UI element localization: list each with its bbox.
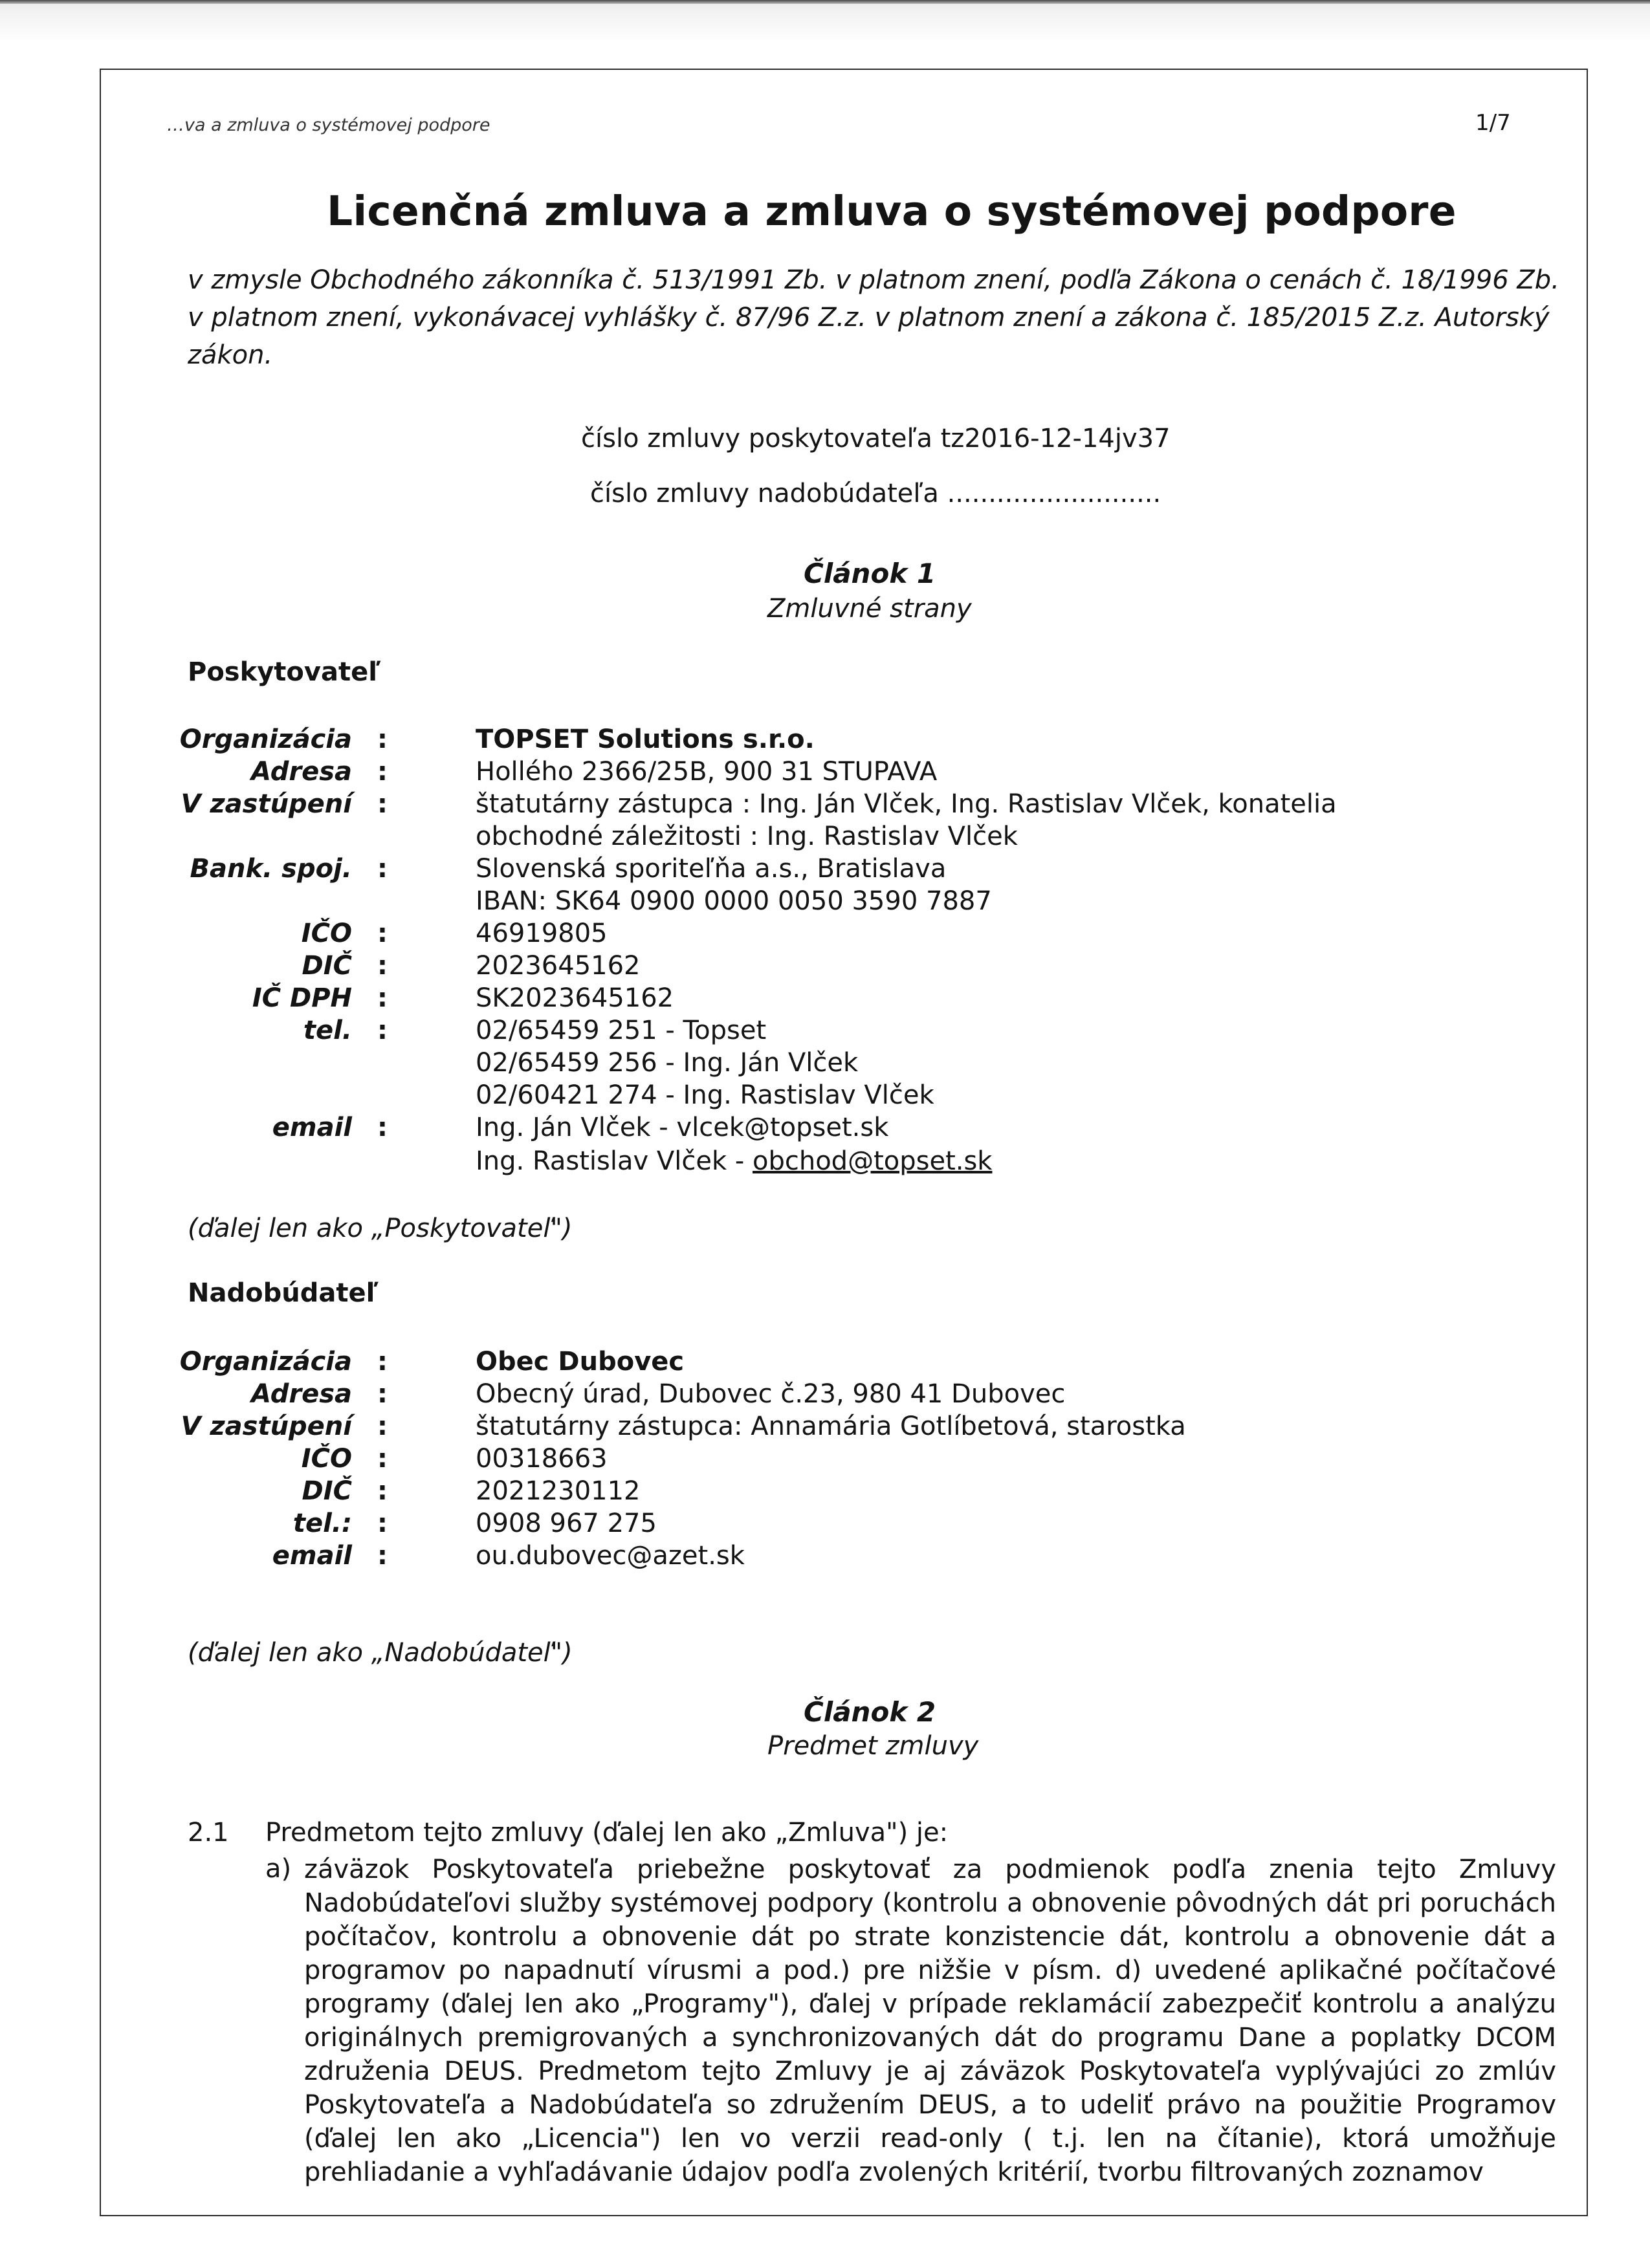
- acquirer-field-colon: :: [377, 1509, 388, 1538]
- article-2-name: Predmet zmluvy: [767, 1731, 979, 1761]
- provider-field-colon: :: [377, 951, 388, 981]
- provider-field-colon: :: [377, 725, 388, 754]
- provider-field-label: Organizácia: [179, 725, 352, 754]
- provider-field-label: IČ DPH: [252, 983, 352, 1013]
- provider-email-link[interactable]: obchod@topset.sk: [753, 1146, 993, 1176]
- provider-field-colon: :: [377, 1016, 388, 1045]
- acquirer-field-value: 2021230112: [476, 1476, 641, 1506]
- provider-field-colon: :: [377, 1113, 388, 1142]
- preamble: v zmysle Obchodného zákonníka č. 513/1991 Zb. v platnom znení, podľa Zákona o cenách č. 18/1996 Zb. v platnom znení, vykonávacej vyhlášky č. 87/96 Z.z. v platnom znení a zákona č. 185/2015 Z.z. Autorský zákon.: [188, 265, 1559, 370]
- acquirer-field-label: DIČ: [302, 1476, 352, 1506]
- provider-field-colon: :: [377, 983, 388, 1013]
- provider-field-value: 02/60421 274 - Ing. Rastislav Vlček: [476, 1080, 934, 1110]
- section-number: 2.1: [188, 1818, 229, 1848]
- provider-field-label: tel.: [303, 1016, 352, 1045]
- acquirer-field-label: tel.:: [292, 1509, 352, 1538]
- provider-field-value: Ing. Ján Vlček - vlcek@topset.sk: [476, 1113, 889, 1142]
- provider-field-value: 46919805: [476, 919, 608, 948]
- item-a-marker: a): [265, 1854, 292, 1884]
- provider-field-colon: :: [377, 789, 388, 819]
- provider-field-value: 2023645162: [476, 951, 641, 981]
- provider-field-value: 02/65459 251 - Topset: [476, 1016, 767, 1045]
- acquirer-field-value: Obecný úrad, Dubovec č.23, 980 41 Dubovec: [476, 1379, 1066, 1409]
- acquirer-field-colon: :: [377, 1347, 388, 1377]
- provider-field-value: obchodné záležitosti : Ing. Rastislav Vlček: [476, 822, 1018, 851]
- acquirer-contract-number: číslo zmluvy nadobúdateľa ..........................: [590, 479, 1161, 508]
- acquirer-field-label: email: [272, 1541, 352, 1571]
- acquirer-field-value: ou.dubovec@azet.sk: [476, 1541, 745, 1571]
- acquirer-field-colon: :: [377, 1541, 388, 1571]
- section-intro: Predmetom tejto zmluvy (ďalej len ako „Zmluva") je:: [265, 1818, 949, 1848]
- acquirer-field-colon: :: [377, 1444, 388, 1474]
- provider-field-value: Slovenská sporiteľňa a.s., Bratislava: [476, 854, 947, 884]
- provider-field-label: Adresa: [250, 757, 352, 787]
- acquirer-field-label: Organizácia: [179, 1347, 352, 1377]
- acquirer-field-label: IČO: [301, 1444, 352, 1474]
- article-1-name: Zmluvné strany: [767, 594, 972, 624]
- provider-field-label: Bank. spoj.: [190, 854, 352, 884]
- provider-field-value: IBAN: SK64 0900 0000 0050 3590 7887: [476, 886, 992, 916]
- provider-field-label: email: [272, 1113, 352, 1142]
- acquirer-field-colon: :: [377, 1476, 388, 1506]
- provider-field-label: DIČ: [302, 951, 352, 981]
- provider-field-value: štatutárny zástupca : Ing. Ján Vlček, Ing. Rastislav Vlček, konatelia: [476, 789, 1337, 819]
- provider-field-label: IČO: [301, 919, 352, 948]
- running-header: …va a zmluva o systémovej podpore: [167, 115, 490, 135]
- document-title: Licenčná zmluva a zmluva o systémovej podpore: [327, 188, 1457, 235]
- provider-field-value: Hollého 2366/25B, 900 31 STUPAVA: [476, 757, 938, 787]
- provider-field-value: SK2023645162: [476, 983, 674, 1013]
- acquirer-heading: Nadobúdateľ: [188, 1278, 379, 1308]
- provider-field-colon: :: [377, 757, 388, 787]
- provider-heading: Poskytovateľ: [188, 657, 381, 687]
- acquirer-field-colon: :: [377, 1412, 388, 1441]
- item-a-text: záväzok Poskytovateľa priebežne poskytovať za podmienok podľa znenia tejto Zmluvy Nadobúdateľovi služby systémovej podpory (kontrolu a obnovenie pôvodných dát pri poruchách počítačov, kontrolu a obnovenie dát po strate konzistencie dát, kontrolu a obnovenie dát a programov po napadnutí vírusmi a pod.) pre nižšie v písm. d) uvedené aplikačné počítačové programy (ďalej len ako „Programy"), ďalej v prípade reklamácií zabezpečiť kontrolu a analýzu originálnych premigrovaných a synchronizovaných dát do programu Dane a poplatky DCOM združenia DEUS. Predmetom tejto Zmluvy je aj záväzok Poskytovateľa vyplývajúci zo zmlúv Poskytovateľa a Nadobúdateľa so združením DEUS, a to udeliť právo na použitie Programov (ďalej len ako „Licencia") len vo verzii read-only ( t.j. len na čítanie), ktorá umožňuje prehliadanie a vyhľadávanie údajov podľa zvolených kritérií, tvorbu filtrovaných zoznamov: [304, 1855, 1556, 2187]
- acquirer-field-value: 00318663: [476, 1444, 608, 1474]
- provider-contract-number: číslo zmluvy poskytovateľa tz2016-12-14jv37: [581, 424, 1171, 453]
- acquirer-hereafter: (ďalej len ako „Nadobúdateľ"): [188, 1638, 573, 1668]
- acquirer-field-value: Obec Dubovec: [476, 1347, 685, 1377]
- provider-field-value: 02/65459 256 - Ing. Ján Vlček: [476, 1048, 859, 1078]
- provider-field-colon: :: [377, 854, 388, 884]
- page-number: 1/7: [1475, 110, 1511, 136]
- acquirer-field-label: Adresa: [250, 1379, 352, 1409]
- article-1-number: Článok 1: [804, 558, 936, 589]
- acquirer-field-value: štatutárny zástupca: Annamária Gotlíbetová, starostka: [476, 1412, 1186, 1441]
- provider-email-2-name: Ing. Rastislav Vlček -: [476, 1146, 753, 1176]
- provider-field-colon: :: [377, 919, 388, 948]
- acquirer-field-colon: :: [377, 1379, 388, 1409]
- scan-shadow: [0, 4, 1650, 43]
- provider-email-2: [476, 1146, 992, 1176]
- article-2-number: Článok 2: [804, 1696, 936, 1728]
- acquirer-field-label: V zastúpení: [181, 1412, 352, 1441]
- provider-field-value: TOPSET Solutions s.r.o.: [476, 725, 815, 754]
- acquirer-field-value: 0908 967 275: [476, 1509, 657, 1538]
- provider-hereafter: (ďalej len ako „Poskytovateľ"): [188, 1214, 573, 1243]
- provider-field-label: V zastúpení: [181, 789, 352, 819]
